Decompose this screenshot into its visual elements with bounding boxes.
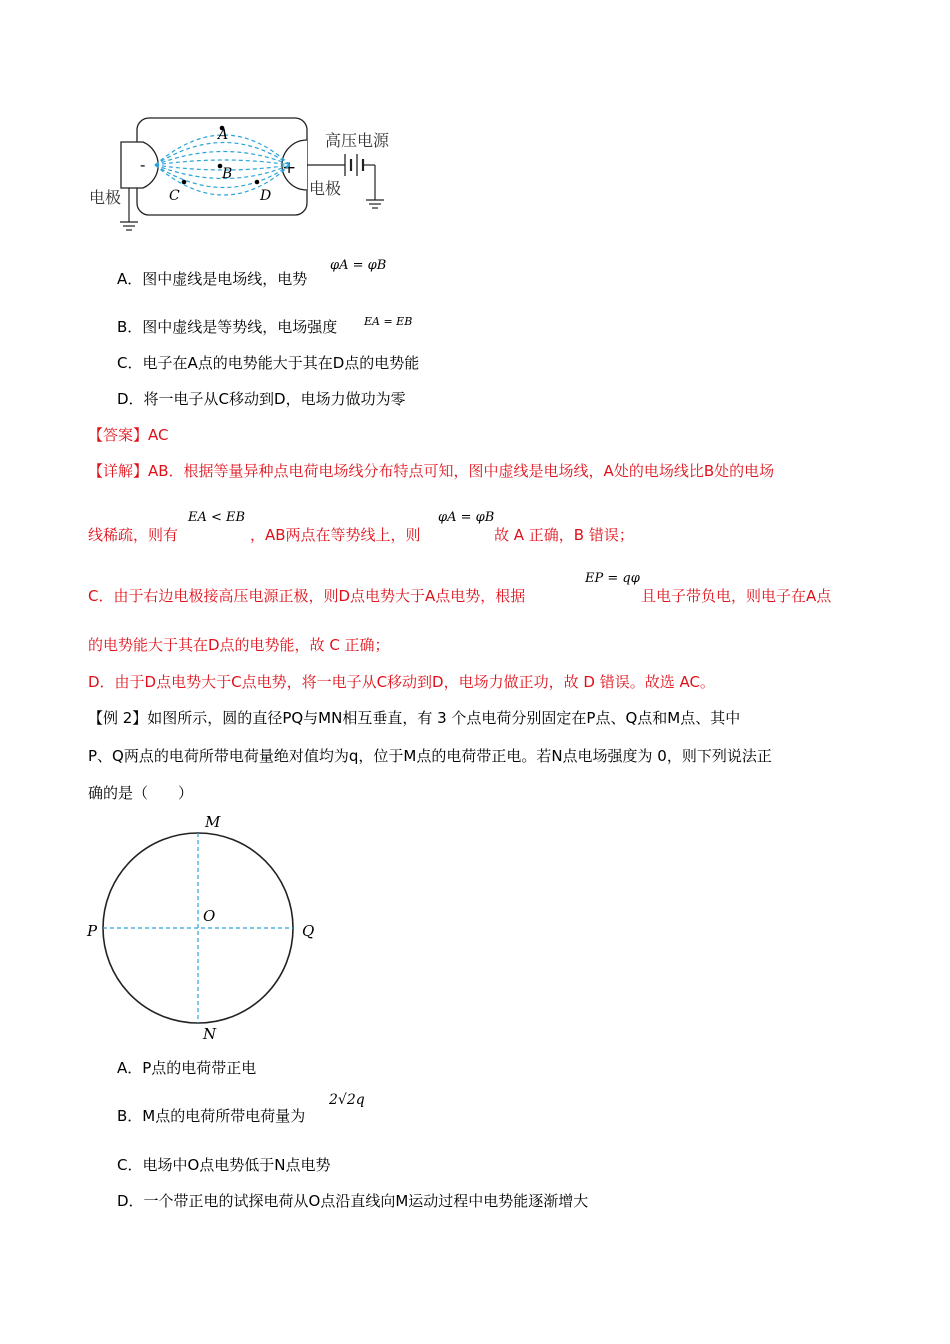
detail-line-2b: ，AB两点在等势线上，则: [250, 526, 421, 544]
label-B: B: [222, 166, 233, 182]
detail-line-2a: 线稀疏，则有: [88, 526, 179, 544]
q1-option-d: D．将一电子从C移动到D，电场力做功为零: [117, 390, 406, 408]
label-D: D: [260, 188, 272, 204]
label-P: P: [87, 922, 98, 940]
detail-line-3a: C．由于右边电极接高压电源正极，则D点电势大于A点电势，根据: [88, 587, 526, 605]
answer-line: 【答案】AC: [88, 426, 169, 444]
q1-option-c: C．电子在A点的电势能大于其在D点的电势能: [117, 354, 420, 372]
label-N: N: [203, 1025, 217, 1043]
detail-line-3b: 且电子带负电，则电子在A点: [641, 587, 832, 605]
q2-option-c: C．电场中O点电势低于N点电势: [117, 1156, 331, 1174]
q2-option-d: D．一个带正电的试探电荷从O点沿直线向M运动过程中电势能逐渐增大: [117, 1192, 589, 1210]
detail-line-1: 【详解】AB．根据等量异种点电荷电场线分布特点可知，图中虚线是电场线，A处的电场线比B处的电场: [88, 462, 775, 480]
q1-option-b: B．图中虚线是等势线，电场强度: [117, 318, 338, 336]
label-O: O: [203, 907, 216, 925]
minus-sign: -: [140, 155, 146, 174]
electrode-left-label: 电极: [89, 188, 122, 207]
q1-option-a: A．图中虚线是电场线，电势: [117, 270, 308, 288]
q2-stem-line-1: 【例 2】如图所示，圆的直径PQ与MN相互垂直，有 3 个点电荷分别固定在P点、Q点和M点、其中: [88, 709, 741, 727]
power-source-label: 高压电源: [325, 131, 390, 150]
detail-line-2-math2: φA = φB: [438, 510, 495, 525]
field-lines: [155, 135, 290, 195]
detail-line-3-math: EP = qφ: [585, 571, 640, 586]
electrode-right-label: 电极: [309, 179, 342, 198]
detail-line-2-math1: EA < EB: [188, 510, 246, 525]
detail-line-5: D．由于D点电势大于C点电势，将一电子从C移动到D，电场力做正功，故 D 错误。故选 AC。: [88, 673, 715, 691]
circle-figure: [80, 808, 330, 1048]
q1-option-b-math: EA = EB: [364, 315, 413, 328]
label-A: A: [218, 127, 229, 143]
plus-sign: +: [282, 158, 297, 178]
point-C: [182, 180, 187, 185]
label-C: C: [169, 188, 180, 204]
q2-option-b-math: 2√2q: [329, 1092, 365, 1108]
q2-stem-line-3: 确的是（ ）: [88, 784, 194, 802]
detail-line-2c: 故 A 正确，B 错误；: [494, 526, 634, 544]
q2-option-b: B．M点的电荷所带电荷量为: [117, 1107, 306, 1125]
q2-option-a: A．P点的电荷带正电: [117, 1059, 257, 1077]
label-Q: Q: [302, 922, 315, 940]
point-D: [255, 180, 260, 185]
q1-option-a-math: φA = φB: [330, 258, 387, 273]
label-M: M: [205, 813, 221, 831]
q2-stem-line-2: P、Q两点的电荷所带电荷量绝对值均为q，位于M点的电荷带正电。若N点电场强度为 0，则下列说法正: [88, 747, 772, 765]
detail-line-4: 的电势能大于其在D点的电势能，故 C 正确；: [88, 636, 390, 654]
